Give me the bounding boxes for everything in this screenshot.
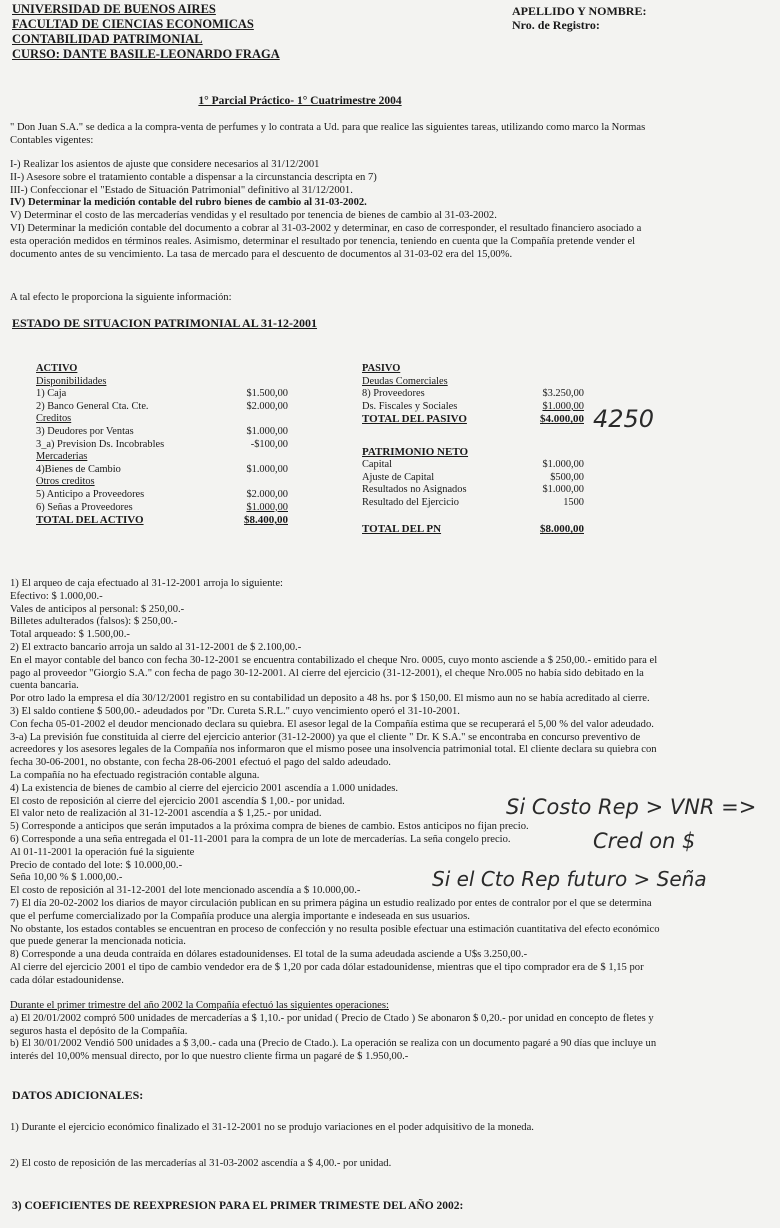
note-line: Con fecha 05-01-2002 el deudor mencionado declara su quiebra. El asesor legal de la Compañía estima que se recuperará el 5,00 % del valor adeudado. (10, 718, 654, 730)
activo-heading: ACTIVO (36, 363, 78, 374)
activo-row-label: 1) Caja (36, 388, 67, 400)
quarter-operations (10, 1000, 772, 1064)
activo-row-amount: $1.500,00 (246, 388, 288, 400)
activo-total-row (36, 514, 288, 528)
intro-paragraph (10, 122, 772, 148)
datos-line: 2) El costo de reposición de las mercaderías al 31-03-2002 ascendía a $ 4,00.- por unidad. (10, 1158, 392, 1169)
note-line: El valor neto de realización al 31-12-2001 ascendía a $ 1,25.- por unidad. (10, 808, 322, 820)
activo-row (36, 464, 288, 477)
info-intro-text: A tal efecto le proporciona la siguiente información: (10, 292, 232, 303)
pn-total-row (362, 523, 584, 537)
note-line: que puede generar la mencionada noticia. (10, 936, 186, 948)
activo-row (36, 489, 288, 502)
pn-row-amount: $1.000,00 (542, 484, 584, 496)
note-line: que el perfume comercializado por la Compañía produce una alergia importante e indeseada en sus usuarios. (10, 910, 470, 922)
registration-label: Nro. de Registro: (512, 18, 600, 32)
pn-row-amount: 1500 (563, 496, 584, 508)
activo-column (36, 363, 288, 528)
note-line: 6) Corresponde a una seña entregada el 01-11-2001 para la compra de un lote de mercaderías. La seña congelo precio. (10, 833, 511, 845)
task-item: II-) Asesore sobre el tratamiento contable a dispensar a la circunstancia descripta en 7) (10, 171, 377, 183)
pasivo-row-label: Ds. Fiscales y Sociales (362, 400, 458, 412)
activo-row-label: Otros creditos (36, 476, 95, 488)
note-line: 1) El arqueo de caja efectuado al 31-12-2001 arroja lo siguiente: (10, 578, 283, 589)
pasivo-row (362, 388, 584, 401)
pn-row-amount: $500,00 (550, 471, 584, 483)
pn-row-label: Capital (362, 458, 393, 470)
subject-name: CONTABILIDAD PATRIMONIAL (12, 32, 203, 46)
note-line: pago al proveedor "Giorgio S.A." con fecha de pago 30-12-2001. Al cierre del ejercicio (31-12-2001), el cheque Nro.005 no había sido debitado en la (10, 667, 644, 679)
activo-row-label: Creditos (36, 413, 72, 425)
activo-row (36, 502, 288, 515)
note-line: Billetes adulterados (falsos): $ 250,00.- (10, 616, 178, 628)
pasivo-row-amount: $1.000,00 (542, 400, 584, 412)
quarter-op-line: a) El 20/01/2002 compró 500 unidades de mercaderías a $ 1,10.- por unidad ( Precio de Ctado ) Se abonaron $ 0,20.- por unidad en concepto de fletes y (10, 1012, 654, 1024)
activo-row-label: 5) Anticipo a Proveedores (36, 488, 145, 500)
activo-row-label: 3) Deudores por Ventas (36, 425, 134, 437)
pn-row-label: Ajuste de Capital (362, 471, 435, 483)
pasivo-total-label: TOTAL DEL PASIVO (362, 413, 467, 426)
intro-line: Contables vigentes: (10, 134, 94, 146)
activo-row (36, 451, 288, 464)
university-name: UNIVERSIDAD DE BUENOS AIRES (12, 2, 216, 16)
note-line: 5) Corresponde a anticipos que serán imputados a la próxima compra de bienes de cambio. Estos anticipos no fijan precio. (10, 821, 529, 833)
pn-row-label: Resultado del Ejercicio (362, 496, 459, 508)
student-name-label: APELLIDO Y NOMBRE: (512, 4, 647, 18)
note-line: fecha 30-06-2001, no obstante, con fecha 28-06-2001 efectuó el pago del saldo adeudado. (10, 757, 391, 769)
note-line: 3-a) La previsión fue constituida al cierre del ejercicio anterior (31-12-2000) ya que el cliente " Dr. K S.A." se encontraba en concurso preventivo de (10, 731, 641, 743)
pasivo-row-label: Deudas Comerciales (362, 375, 448, 387)
activo-row-amount: $1.000,00 (246, 425, 288, 437)
activo-row-amount: $1.000,00 (246, 463, 288, 475)
pn-row-label: Resultados no Asignados (362, 484, 467, 496)
activo-row-label: 3_a) Prevision Ds. Incobrables (36, 438, 165, 450)
notes-list (10, 578, 772, 988)
note-line: Al cierre del ejercicio 2001 el tipo de cambio vendedor era de $ 1,20 por cada dólar estadounidense, mientras que el tipo comprador era de $ 1,15 por (10, 961, 644, 973)
activo-total-label: TOTAL DEL ACTIVO (36, 514, 144, 527)
pasivo-total-amount: $4.000,00 (540, 413, 584, 426)
task-item: IV) Determinar la medición contable del rubro bienes de cambio al 31-03-2002. (10, 197, 367, 209)
exam-title: 1° Parcial Práctico- 1° Cuatrimestre 2004 (198, 95, 402, 107)
info-intro (10, 292, 772, 305)
datos-item-2 (10, 1158, 772, 1171)
note-line: Por otro lado la empresa el día 30/12/2001 registro en su contabilidad un deposito a 48 hs. por $ 150,00. El mismo aun no se había acreditado al cierre. (10, 693, 650, 705)
note-line: cada dólar estadounidense. (10, 974, 124, 986)
pn-total-label: TOTAL DEL PN (362, 523, 442, 536)
note-line: Precio de contado del lote: $ 10.000,00.- (10, 859, 183, 871)
activo-total-amount: $8.400,00 (244, 514, 288, 527)
activo-row-label: Mercaderias (36, 451, 88, 463)
activo-row-amount: $2.000,00 (246, 488, 288, 500)
note-line: 3) El saldo contiene $ 500,00.- adeudados por "Dr. Cureta S.R.L." cuyo vencimiento operó el 31-10-2001. (10, 705, 460, 717)
note-line: 7) El día 20-02-2002 los diarios de mayor circulación publican en su primera página un estudio realizado por entes de contralor por el que se determina (10, 897, 652, 909)
handwritten-note-4: Si Costo Rep > VNR => (506, 795, 757, 819)
task-item: documento antes de su vencimiento. La tasa de mercado para el descuento de documentos al 31-03-02 era del 15,00%. (10, 248, 513, 260)
handwritten-note-5: Cred on $ (593, 829, 696, 853)
pn-total-amount: $8.000,00 (540, 523, 584, 536)
note-line: acreedores y los asesores legales de la Compañía nos informaron que el mismo posee una insolvencia patrimonial total. El cliente declara su quiebra con (10, 744, 657, 756)
pn-row-amount: $1.000,00 (542, 458, 584, 470)
task-item: VI) Determinar la medición contable del documento a cobrar al 31-03-2002 y determinar, en caso de corresponder, el resultado financiero asociado a (10, 222, 642, 234)
activo-row (36, 413, 288, 426)
activo-row (36, 376, 288, 389)
tasks-list (10, 159, 772, 261)
note-line: El costo de reposición al cierre del ejercicio 2001 ascendía $ 1,00.- por unidad. (10, 795, 345, 807)
pasivo-total-row (362, 413, 584, 427)
pn-row (362, 484, 584, 497)
datos-line: 1) Durante el ejercicio económico finalizado el 31-12-2001 no se produjo variaciones en el poder adquisitivo de la moneda. (10, 1122, 534, 1133)
coeficientes-title: 3) COEFICIENTES DE REEXPRESION PARA EL PRIMER TRIMESTE DEL AÑO 2002: (12, 1200, 464, 1212)
institution-header (12, 2, 280, 62)
activo-row-amount: $2.000,00 (246, 400, 288, 412)
activo-row-label: 6) Señas a Proveedores (36, 501, 133, 513)
balance-sheet-title: ESTADO DE SITUACION PATRIMONIAL AL 31-12-2001 (12, 316, 318, 330)
pasivo-row-amount: $3.250,00 (542, 388, 584, 400)
activo-row (36, 388, 288, 401)
note-line: El costo de reposición al 31-12-2001 del lote mencionado ascendía a $ 10.000,00.- (10, 885, 361, 897)
activo-row-label: 4)Bienes de Cambio (36, 463, 121, 475)
activo-row-label: 2) Banco General Cta. Cte. (36, 400, 149, 412)
note-line: La compañía no ha efectuado registración contable alguna. (10, 769, 260, 781)
datos-adicionales-title: DATOS ADICIONALES: (12, 1088, 144, 1102)
pasivo-column (362, 363, 584, 537)
handwritten-total-note: 4250 (593, 405, 655, 433)
pasivo-row (362, 376, 584, 389)
faculty-name: FACULTAD DE CIENCIAS ECONOMICAS (12, 17, 254, 31)
quarter-title: Durante el primer trimestre del año 2002 la Compañía efectuó las siguientes operaciones: (10, 1000, 389, 1011)
pasivo-row (362, 401, 584, 414)
pn-row (362, 497, 584, 510)
note-line: 4) La existencia de bienes de cambio al cierre del ejercicio 2001 ascendía a 1.000 unidades. (10, 782, 398, 794)
intro-line: " Don Juan S.A." se dedica a la compra-venta de perfumes y lo contrata a Ud. para que realice las siguientes tareas, utilizando como marco la Normas (10, 122, 646, 133)
pasivo-heading: PASIVO (362, 363, 401, 374)
activo-row (36, 476, 288, 489)
note-line: Vales de anticipos al personal: $ 250,00.- (10, 603, 185, 615)
note-line: 8) Corresponde a una deuda contraída en dólares estadounidenses. El total de la suma adeudada asciende a U$s 3.250,00.- (10, 949, 528, 961)
note-line: 2) El extracto bancario arroja un saldo al 31-12-2001 de $ 2.100,00.- (10, 641, 302, 653)
quarter-op-line: interés del 10,00% mensual directo, por lo que nuestro cliente firma un pagaré de $ 1.950,00.- (10, 1051, 409, 1063)
note-line: Al 01-11-2001 la operación fué la siguiente (10, 846, 195, 858)
task-item: V) Determinar el costo de las mercaderías vendidas y el resultado por tenencia de bienes de cambio al 31-03-2002. (10, 210, 497, 222)
task-item: III-) Confeccionar el "Estado de Situación Patrimonial" definitivo al 31/12/2001. (10, 184, 353, 196)
note-line: En el mayor contable del banco con fecha 30-12-2001 se encuentra contabilizado el cheque Nro. 0005, cuyo monto asciende a $ 250,00.- emitido para el (10, 654, 658, 666)
quarter-op-line: b) El 30/01/2002 Vendió 500 unidades a $ 3,00.- cada una (Precio de Ctado.). La operación se realiza con un documento pagaré a 90 días que incluye un (10, 1038, 657, 1050)
task-item: I-) Realizar los asientos de ajuste que considere necesarios al 31/12/2001 (10, 159, 320, 170)
activo-row-amount: -$100,00 (250, 438, 288, 450)
pn-row (362, 472, 584, 485)
note-line: Efectivo: $ 1.000,00.- (10, 590, 103, 602)
activo-row-amount: $1.000,00 (246, 501, 288, 513)
student-fields (512, 4, 646, 32)
datos-item-1 (10, 1122, 772, 1135)
note-line: Seña 10,00 % $ 1.000,00.- (10, 872, 123, 884)
pasivo-row-label: 8) Proveedores (362, 388, 425, 400)
activo-row-label: Disponibilidades (36, 375, 107, 387)
quarter-op-line: seguros hasta el depósito de la Compañía. (10, 1025, 188, 1037)
note-line: No obstante, los estados contables se encuentran en proceso de confección y no resulta posible efectuar una estimación cuantitativa del efecto económico (10, 923, 660, 935)
handwritten-note-6: Si el Cto Rep futuro > Seña (432, 867, 707, 891)
note-line: cuenta bancaria. (10, 680, 79, 692)
activo-row (36, 426, 288, 439)
pn-row (362, 459, 584, 472)
activo-row (36, 401, 288, 414)
activo-row (36, 439, 288, 452)
pn-heading: PATRIMONIO NETO (362, 446, 469, 459)
note-line: Total arqueado: $ 1.500,00.- (10, 629, 130, 641)
task-item: esta operación medidos en términos reales. Asimismo, determinar el resultado por tenencia, teniendo en cuenta que la Compañía pretende vender el (10, 235, 636, 247)
course-name: CURSO: DANTE BASILE-LEONARDO FRAGA (12, 47, 280, 61)
